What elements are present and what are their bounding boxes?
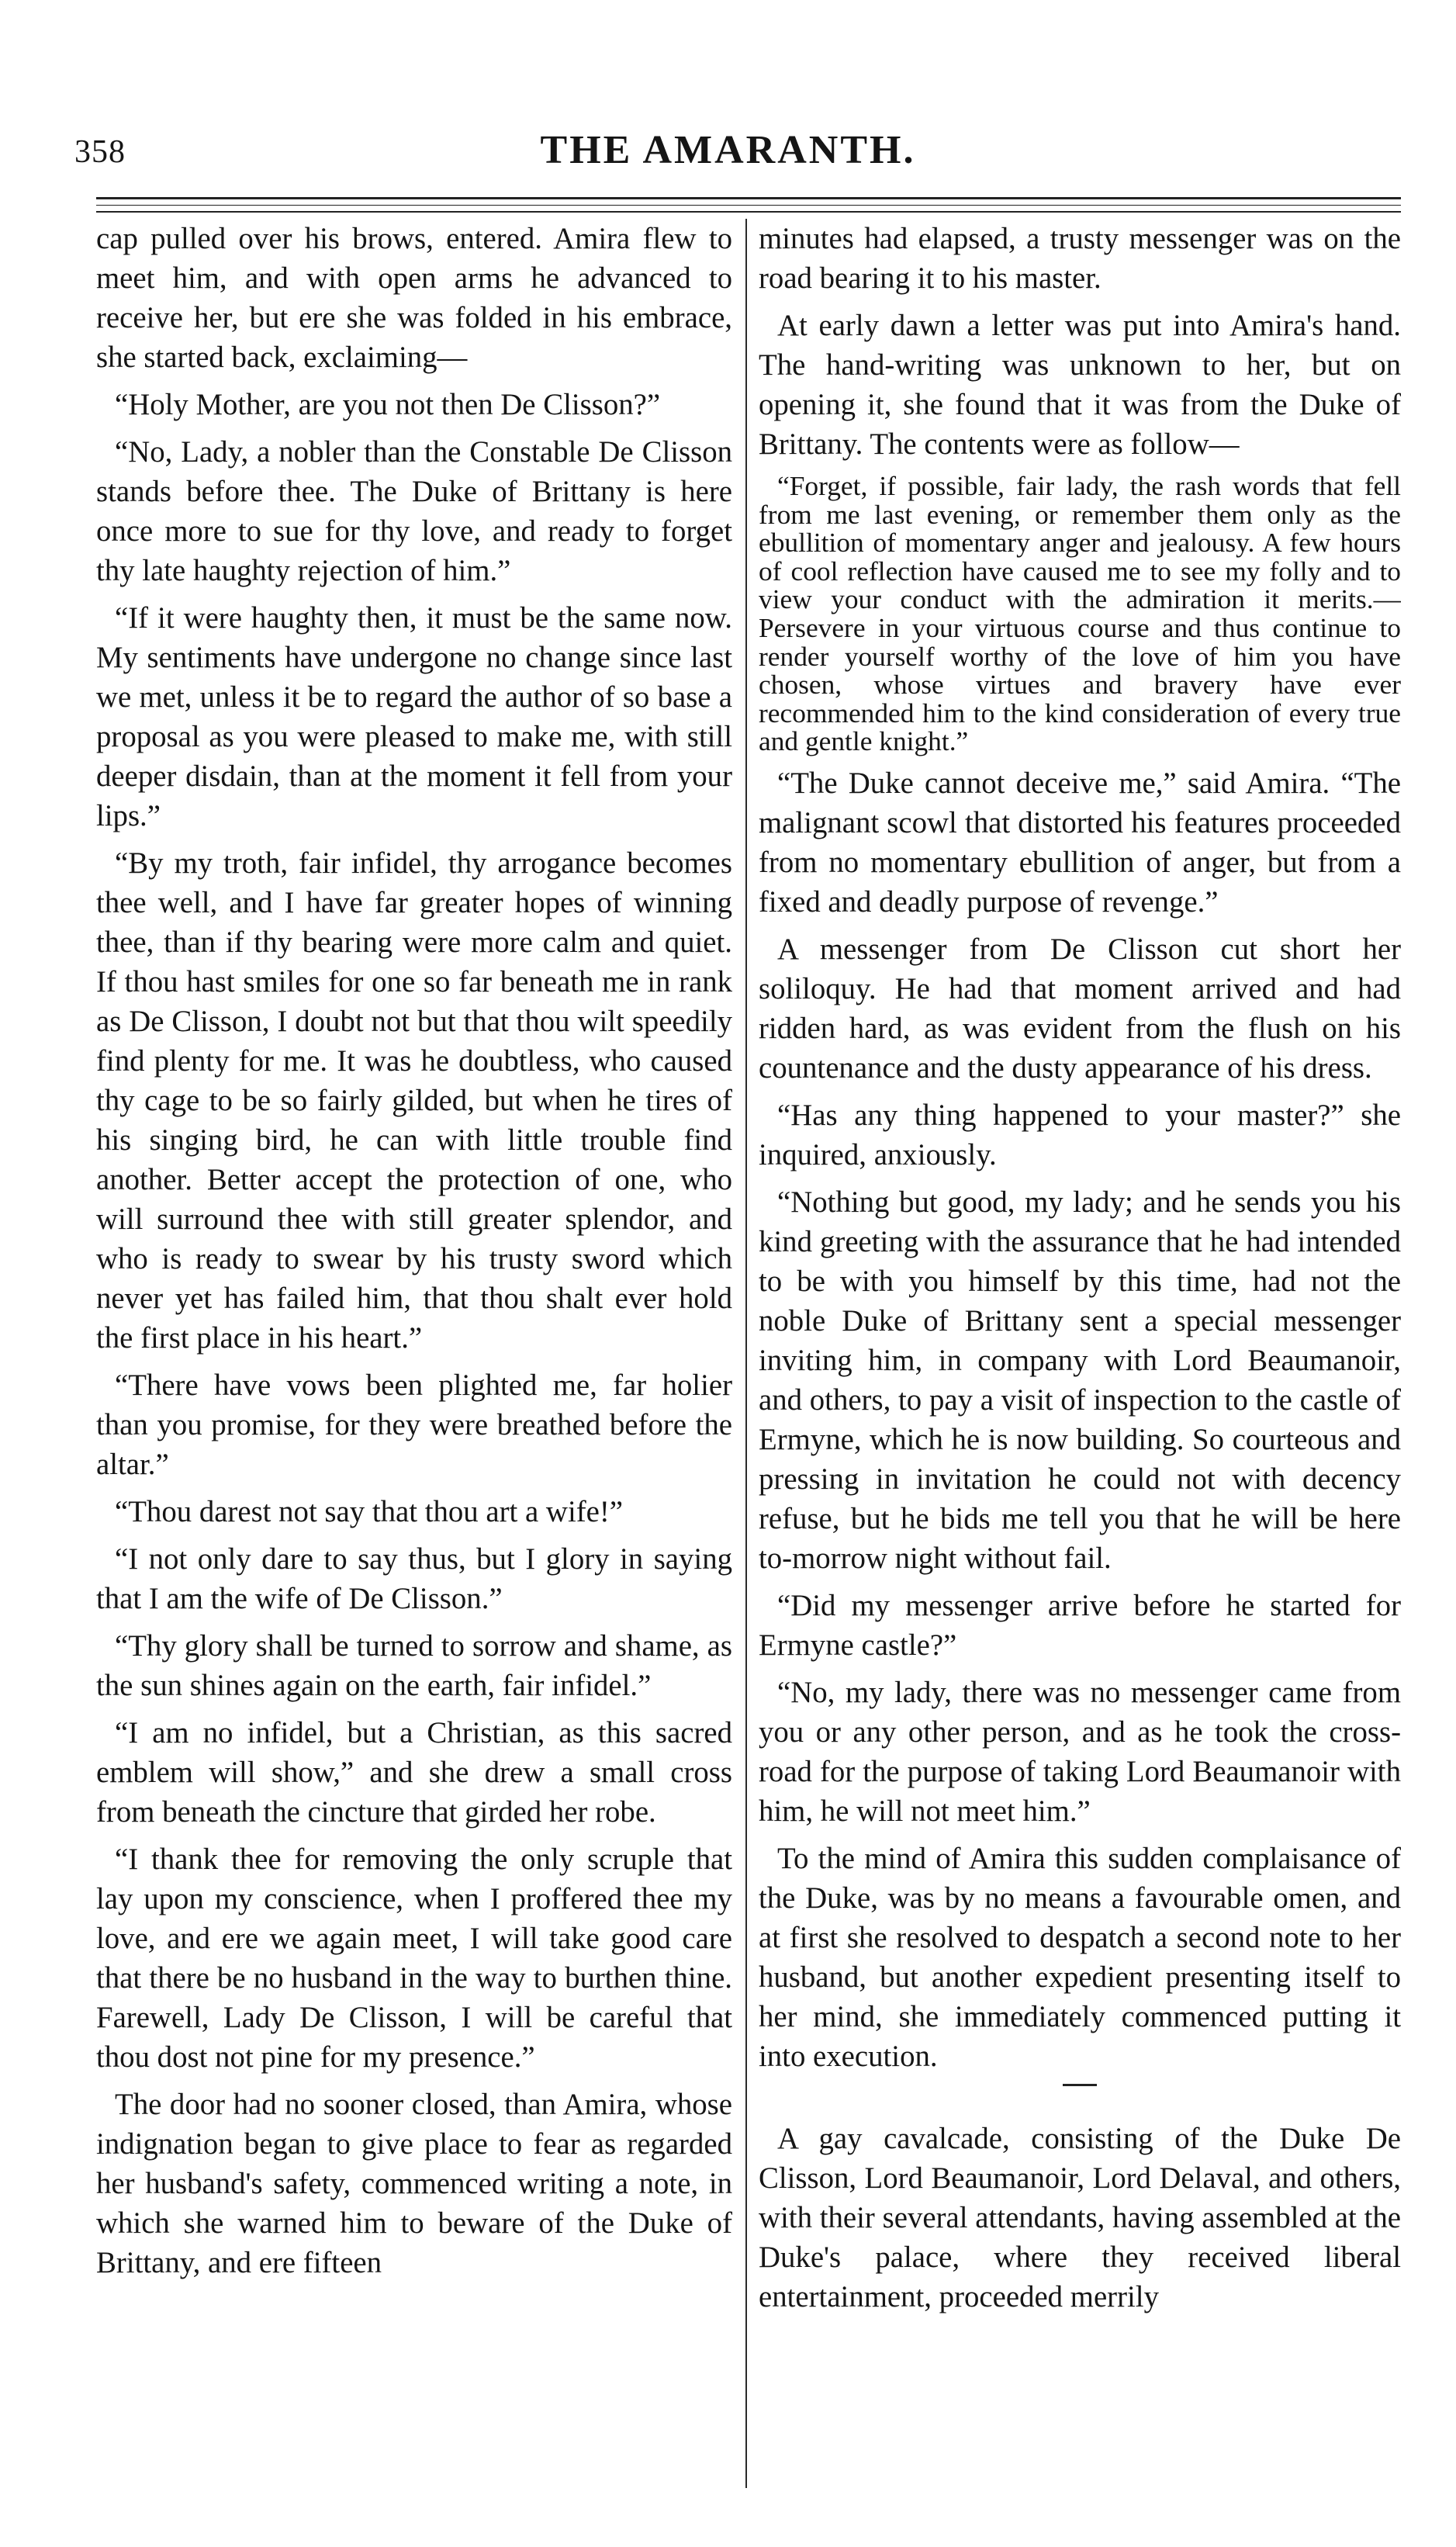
header-rule [96,197,1401,199]
header-rule [96,211,1401,213]
paragraph: A gay cavalcade, consisting of the Duke De Clisson, Lord Beaumanoir, Lord Delaval, and others, with their several attendants, having assembled at the Duke's palace, where they received liberal entertainment, proceeded merrily [759,2121,1401,2313]
paragraph: “No, Lady, a nobler than the Constable De Clisson stands before thee. The Duke of Brittany is here once more to sue for thy love, and ready to forget thy late haughty rejection of him.” [96,435,732,587]
paragraph: “Thy glory shall be turned to sorrow and shame, as the sun shines again on the earth, fair infidel.” [96,1629,732,1702]
paragraph: minutes had elapsed, a trusty messenger was on the road bearing it to his master. [759,222,1401,295]
paragraph: cap pulled over his brows, entered. Amira flew to meet him, and with open arms he advanced to receive her, but ere she was folded in his embrace, she started back, exclaiming— [96,222,732,374]
page-header [0,0,1456,202]
column-divider [745,219,747,2488]
paragraph: “Thou darest not say that thou art a wife!” [115,1495,624,1528]
left-column [96,219,732,2496]
paragraph: “I not only dare to say thus, but I glory in saying that I am the wife of De Clisson.” [96,1542,732,1615]
paragraph: The door had no sooner closed, than Amira, whose indignation began to give place to fear as regarded her husband's safety, commenced writing a note, in which she warned him to beware of the Duke of Brittany, and ere fifteen [96,2088,732,2279]
paragraph: “If it were haughty then, it must be the same now. My sentiments have undergone no change since last we met, unless it be to regard the author of so base a proposal as you were pleased to make me, with still deeper disdain, than at the moment it fell from your lips.” [96,601,732,832]
header-rule [96,205,1401,206]
paragraph: “The Duke cannot deceive me,” said Amira. “The malignant scowl that distorted his features proceeded from no momentary ebullition of anger, but from a fixed and deadly purpose of revenge.” [759,766,1401,919]
right-column [759,219,1401,2496]
paragraph: “Holy Mother, are you not then De Clisson?” [115,388,661,421]
paragraph: A messenger from De Clisson cut short her soliloquy. He had that moment arrived and had ridden hard, as was evident from the flush on his countenance and the dusty appearance of his dress. [759,932,1401,1085]
page-number: 358 [74,134,126,170]
paragraph: “By my troth, fair infidel, thy arrogance becomes thee well, and I have far greater hopes of winning thee, than if thy bearing were more calm and quiet. If thou hast smiles for one so far beneath me in rank as De Clisson, I doubt not but that thou wilt speedily find plenty for me. It was he doubtless, who caused thy cage to be so fairly gilded, but when he tires of his singing bird, he can with little trouble find another. Better accept the protection of one, who will surround thee with still greater splendor, and who is ready to swear by his trusty sword which never yet has failed him, that thou shalt ever hold the first place in his heart.” [96,846,732,1355]
letter-text: “Forget, if possible, fair lady, the rash words that fell from me last evening, or remember them only as the ebullition of momentary anger and jealousy. A few hours of cool reflection have caused me to see my folly and to view your conduct with the admiration it merits.—Persevere in your virtuous course and thus continue to render yourself worthy of the love of him you have chosen, whose virtues and bravery have ever recommended him to the kind consideration of every true and gentle knight.” [759,470,1401,757]
section-separator [1063,2084,1097,2086]
paragraph: “No, my lady, there was no messenger came from you or any other person, and as he took the cross-road for the purpose of taking Lord Beaumanoir with him, he will not meet him.” [759,1675,1401,1828]
paragraph: “Nothing but good, my lady; and he sends you his kind greeting with the assurance that he had intended to be with you himself by this time, had not the noble Duke of Brittany sent a special messenger inviting him, in company with Lord Beaumanoir, and others, to pay a visit of inspection to the castle of Ermyne, which he is now building. So courteous and pressing in invitation he could not with decency refuse, but he bids me tell you that he will be here to-morrow night without fail. [759,1185,1401,1575]
paragraph: At early dawn a letter was put into Amira's hand. The hand-writing was unknown to her, but on opening it, she found that it was from the Duke of Brittany. The contents were as follow— [759,309,1401,461]
paragraph: “I am no infidel, but a Christian, as this sacred emblem will show,” and she drew a small cross from beneath the cincture that girded her robe. [96,1716,732,1829]
paragraph: “Has any thing happened to your master?” she inquired, anxiously. [759,1098,1401,1171]
paragraph: “Did my messenger arrive before he started for Ermyne castle?” [759,1588,1401,1662]
paragraph: To the mind of Amira this sudden complaisance of the Duke, was by no means a favourable omen, and at first she resolved to despatch a second note to her husband, but another expedient presenting itself to her mind, she immediately commenced putting it into execution. [759,1841,1401,2073]
paragraph: “I thank thee for removing the only scruple that lay upon my conscience, when I proffered thee my love, and ere we again meet, I will take good care that there be no husband in the way to burthen thine. Farewell, Lady De Clisson, I will be careful that thou dost not pine for my presence.” [96,1843,732,2074]
running-title: THE AMARANTH. [540,128,916,172]
paragraph: “There have vows been plighted me, far holier than you promise, for they were breathed before the altar.” [96,1369,732,1481]
